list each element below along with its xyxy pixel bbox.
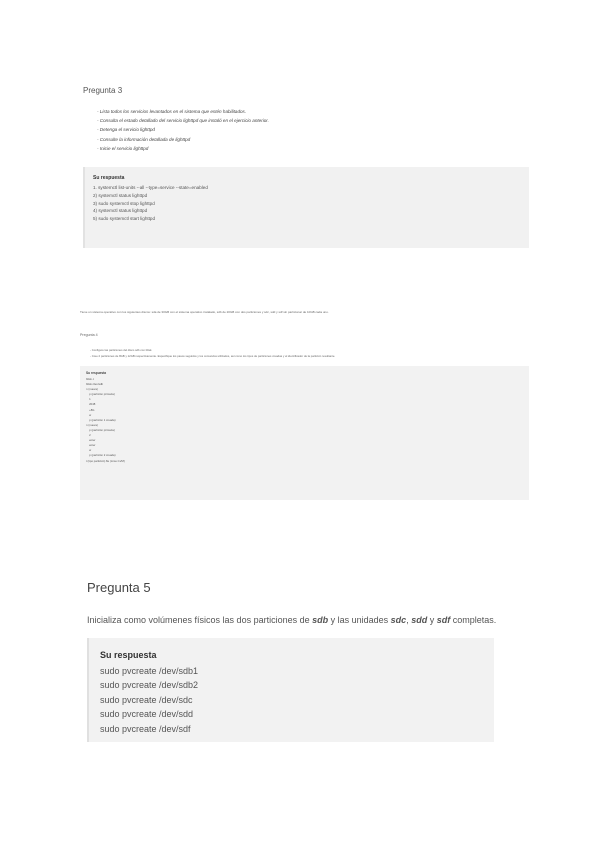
instruction-item: - Consulta el estado detallado del servicio lighttpd que instaló en el ejercicio anterior.	[97, 118, 269, 124]
prompt-text: completas.	[450, 615, 497, 625]
answer-line: 4) systemctl status lighttpd	[93, 208, 148, 214]
answer-line: sudo pvcreate /dev/sdf	[100, 723, 191, 734]
answer-line: 2048	[86, 402, 96, 407]
answer-line: sudo pvcreate /dev/sdc	[100, 694, 193, 705]
prompt-text: y las unidades	[328, 615, 391, 625]
device-name: sdb	[312, 615, 329, 625]
answer-line: enter	[86, 438, 96, 443]
answer-line: n (nueva)	[86, 422, 98, 427]
answer-lines	[86, 377, 125, 464]
prompt-text: y	[427, 615, 437, 625]
instruction-item: - Consulte la información detallada de lighttpd	[97, 136, 191, 142]
answer-heading: Su respuesta	[86, 371, 107, 375]
answer-line: enter	[86, 443, 96, 448]
question-5-prompt	[87, 615, 527, 625]
answer-line: sudo pvcreate /dev/sdb2	[100, 680, 199, 691]
answer-line: 2	[86, 433, 91, 438]
question-4-instructions	[90, 347, 530, 359]
answer-line: w	[86, 448, 92, 453]
question-4-title: Pregunta 4	[80, 333, 98, 337]
instruction-item: - Lista todos los servicios levantados en el sistema que estén habilitados.	[97, 109, 247, 114]
question-3-title: Pregunta 3	[83, 86, 123, 95]
answer-line: 5) sudo systemctl start lighttpd	[93, 216, 156, 222]
answer-line: 1	[86, 397, 91, 402]
answer-line: 1. systemctl list-units --all --type=service --state=enabled	[93, 185, 208, 190]
answer-line: p (partición primaria)	[86, 427, 115, 432]
instruction-item: - Cree 2 particiones de 8GB y 12GB respectivamente. Especifique los pasos seguidos y los comandos utilizados, así como los tipos de particiones creadas y el identificador de la partición resultante.	[90, 354, 336, 358]
question-5-answer-box	[87, 638, 494, 742]
answer-line: w	[86, 412, 92, 417]
instruction-item: - Inicie el servicio lighttpd	[97, 145, 149, 151]
instruction-item: - Detenga el servicio lighttpd	[97, 127, 155, 133]
question-3-instructions	[97, 107, 397, 153]
answer-line: p (partición 1 creada)	[86, 417, 116, 422]
answer-line: 2) systemctl status lighttpd	[93, 192, 148, 198]
question-5-title: Pregunta 5	[87, 580, 151, 595]
scenario-intro: Tiene un sistema operativo con los siguientes discos: sda de 30GB con el sistema operativo instalado, sdb de 20GB con dos particiones y sdc, sdd y sdf sin particionar de 10GB cada uno.	[80, 310, 329, 314]
instruction-item: - Configure las particiones del disco sdb con fdisk.	[90, 348, 153, 352]
answer-line: sudo pvcreate /dev/sdd	[100, 709, 194, 720]
answer-line: fdisk -l	[86, 377, 95, 381]
answer-line: t (tipo partición) 8e (Linux LVM)	[86, 458, 125, 463]
answer-line: sudo pvcreate /dev/sdb1	[100, 666, 199, 676]
answer-line: n (nueva)	[86, 387, 98, 392]
answer-line: 3) sudo systemctl stop lighttpd	[93, 200, 155, 206]
answer-line: p (partición primaria)	[86, 392, 115, 397]
question-4-answer-box	[80, 366, 529, 500]
answer-heading: Su respuesta	[100, 650, 157, 660]
device-name: sdd	[411, 615, 428, 625]
answer-lines	[93, 184, 208, 223]
answer-line: +8G	[86, 407, 95, 412]
answer-lines	[100, 664, 198, 736]
device-name: sdc	[390, 615, 407, 625]
answer-heading: Su respuesta	[93, 175, 125, 181]
prompt-text: ,	[406, 615, 412, 625]
device-name: sdf	[436, 615, 451, 625]
prompt-text: Inicializa como volúmenes físicos las dos particiones de	[87, 615, 313, 625]
question-3-answer-box	[83, 167, 529, 248]
answer-line: fdisk /dev/sdb	[86, 382, 104, 387]
answer-line: p (partición 2 creada)	[86, 453, 116, 458]
